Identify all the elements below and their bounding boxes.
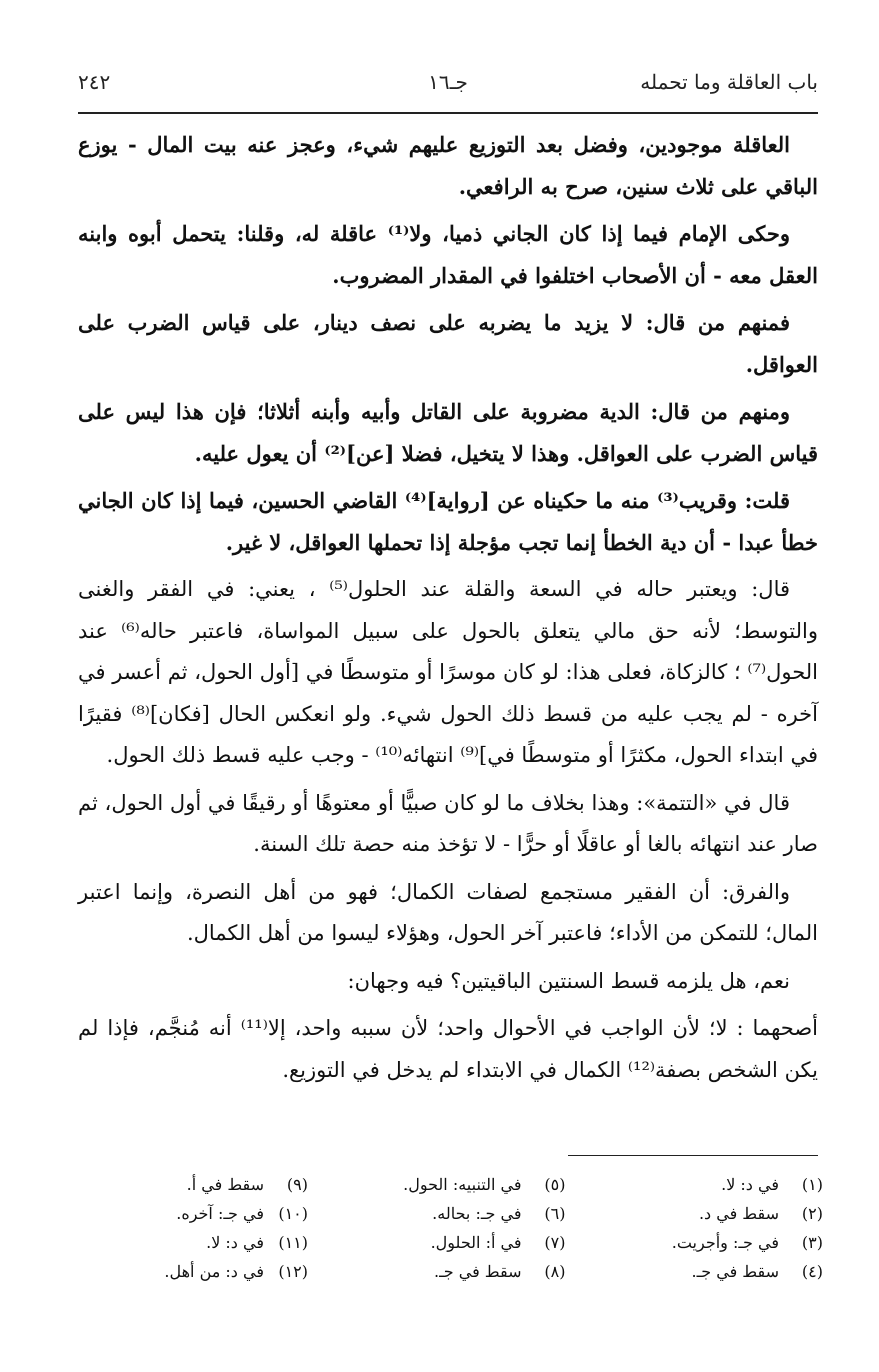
footnote-text: سقط في د. bbox=[698, 1204, 779, 1223]
footnote bbox=[593, 1170, 823, 1199]
footnote-number: (١١) bbox=[278, 1233, 308, 1252]
footnote bbox=[336, 1170, 566, 1199]
footnote-number: (٤) bbox=[801, 1262, 823, 1281]
footnote bbox=[78, 1257, 308, 1286]
footnote-text: في د: لا. bbox=[206, 1233, 264, 1252]
footnote bbox=[78, 1228, 308, 1257]
footnote-text: سقط في جـ. bbox=[433, 1262, 522, 1281]
header-rule bbox=[78, 112, 818, 114]
footnote-text: في د: لا. bbox=[721, 1175, 779, 1194]
footnote bbox=[336, 1257, 566, 1286]
paragraph: العاقلة موجودين، وفضل بعد التوزيع عليهم شيء، وعجز عنه بيت المال - يوزع الباقي على ثلاث سنين، صرح به الرافعي. bbox=[78, 132, 818, 199]
footnote-number: (٨) bbox=[544, 1262, 566, 1281]
footnote-text: سقط في جـ. bbox=[691, 1262, 779, 1281]
footnote bbox=[78, 1199, 308, 1228]
main-text bbox=[78, 124, 818, 1097]
footnote-text: في د: من أهل. bbox=[164, 1262, 264, 1281]
chapter-title: باب العاقلة وما تحمله bbox=[640, 70, 818, 94]
footnote-column bbox=[593, 1170, 823, 1286]
footnote-number: (٩) bbox=[286, 1175, 308, 1194]
footnote bbox=[593, 1228, 823, 1257]
footnote bbox=[593, 1257, 823, 1286]
paragraph: قال في «التتمة»: وهذا بخلاف ما لو كان صبيًّا أو معتوهًا أو رقيقًا في أول الحول، ثم صار عند انتهائه بالغا أو عاقلًا أو حرًّا - لا تؤخذ منه حصة تلك السنة. bbox=[78, 790, 818, 856]
footnote-number: (٢) bbox=[801, 1204, 823, 1223]
volume-label: جـ١٦ bbox=[428, 70, 468, 94]
paragraph: والفرق: أن الفقير مستجمع لصفات الكمال؛ فهو من أهل النصرة، وإنما اعتبر المال؛ للتمكن من الأداء؛ فاعتبر آخر الحول، وهؤلاء ليسوا من أهل الكمال. bbox=[78, 879, 818, 945]
footnote-text: في جـ: وأجريت. bbox=[671, 1233, 779, 1252]
footnote-text: في جـ: آخره. bbox=[176, 1204, 264, 1223]
footnote-number: (٧) bbox=[544, 1233, 566, 1252]
footnote bbox=[593, 1199, 823, 1228]
footnote-text: سقط في أ. bbox=[186, 1175, 264, 1194]
footnote-number: (٦) bbox=[544, 1204, 566, 1223]
running-header bbox=[78, 66, 818, 100]
paragraph: قال: ويعتبر حاله في السعة والقلة عند الحلول⁽⁵⁾ ، يعني: في الفقر والغنى والتوسط؛ لأنه حق مالي يتعلق بالحول على سبيل المواساة، فاعتبر حاله⁽⁶⁾ عند الحول⁽⁷⁾ ؛ كالزكاة، فعلى هذا: لو كان موسرًا أو متوسطًا في [أول الحول، ثم أعسر في آخره - لم يجب عليه من قسط ذلك الحول شيء. ولو انعكس الحال [فكان]⁽⁸⁾ فقيرًا في ابتداء الحول، مكثرًا أو متوسطًا في]⁽⁹⁾ انتهائه⁽¹⁰⁾ - وجب عليه قسط ذلك الحول. bbox=[78, 577, 818, 767]
footnote bbox=[336, 1228, 566, 1257]
footnote-column bbox=[336, 1170, 566, 1286]
paragraph: ومنهم من قال: الدية مضروبة على القاتل وأبيه وأبنه أثلاثا؛ فإن هذا ليس على قياس الضرب على العواقل. وهذا لا يتخيل، فضلا [عن]⁽²⁾ أن يعول عليه. bbox=[78, 399, 818, 466]
footnote bbox=[336, 1199, 566, 1228]
footnote-number: (١٢) bbox=[278, 1262, 308, 1281]
footnote-column bbox=[78, 1170, 308, 1286]
footnote-text: في التنبيه: الحول. bbox=[403, 1175, 522, 1194]
footnote-text: في جـ: بحاله. bbox=[432, 1204, 522, 1223]
footnote-text: في أ: الحلول. bbox=[430, 1233, 522, 1252]
footnote-number: (١٠) bbox=[278, 1204, 308, 1223]
footnote-rule bbox=[568, 1155, 818, 1156]
paragraph: نعم، هل يلزمه قسط السنتين الباقيتين؟ فيه وجهان: bbox=[347, 968, 790, 993]
footnote-number: (٣) bbox=[801, 1233, 823, 1252]
paragraph: وحكى الإمام فيما إذا كان الجاني ذميا، ولا⁽¹⁾ عاقلة له، وقلنا: يتحمل أبوه وابنه العقل معه - أن الأصحاب اختلفوا في المقدار المضروب. bbox=[78, 221, 818, 288]
footnote bbox=[78, 1170, 308, 1199]
paragraph: فمنهم من قال: لا يزيد ما يضربه على نصف دينار، على قياس الضرب على العواقل. bbox=[78, 310, 818, 377]
footnote-number: (٥) bbox=[544, 1175, 566, 1194]
footnotes bbox=[78, 1170, 823, 1286]
paragraph: أصحهما : لا؛ لأن الواجب في الأحوال واحد؛ لأن سببه واحد، إلا⁽¹¹⁾ أنه مُنجَّم، فإذا لم يكن الشخص بصفة⁽¹²⁾ الكمال في الابتداء لم يدخل في التوزيع. bbox=[78, 1016, 818, 1082]
paragraph: قلت: وقريب⁽³⁾ منه ما حكيناه عن [رواية]⁽⁴⁾ القاضي الحسين، فيما إذا كان الجاني خطأ عبدا - أن دية الخطأ إنما تجب مؤجلة إذا تحملها العواقل، لا غير. bbox=[78, 488, 818, 555]
page-number: ٢٤٢ bbox=[78, 70, 111, 94]
footnote-number: (١) bbox=[801, 1175, 823, 1194]
